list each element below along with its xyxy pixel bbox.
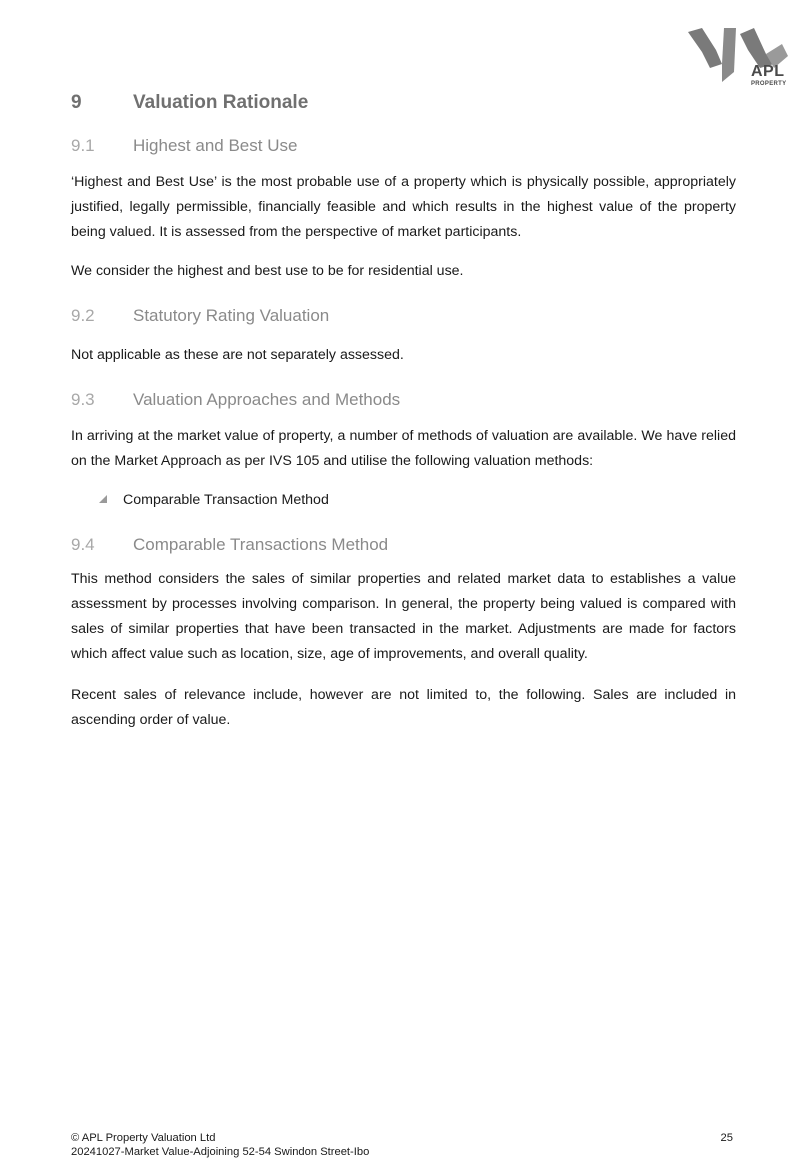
- subsection-heading-9-2: [71, 306, 329, 326]
- paragraph-highest-best-use-definition: ‘Highest and Best Use’ is the most probable use of a property which is physically possible, appropriately justified, legally permissible, financially feasible and which results in the highest value of the property being valued. It is assessed from the perspective of market participants.: [71, 174, 736, 240]
- paragraph-statutory-rating: Not applicable as these are not separately assessed.: [71, 347, 404, 363]
- subsection-heading-9-1: [71, 136, 297, 156]
- subsection-number: 9.3: [71, 390, 95, 409]
- subsection-number: 9.4: [71, 535, 95, 554]
- list-item-text: Comparable Transaction Method: [123, 492, 329, 508]
- subsection-heading-9-3: [71, 390, 400, 410]
- logo-sub: PROPERTY: [751, 81, 787, 87]
- section-title: Valuation Rationale: [133, 92, 309, 113]
- logo-wordmark: [751, 64, 791, 88]
- paragraph-valuation-approaches: In arriving at the market value of property, a number of methods of valuation are available. We have relied on the Market Approach as per IVS 105 and utilise the following valuation methods:: [71, 428, 736, 469]
- paragraph-comparable-method: This method considers the sales of similar properties and related market data to establishes a value assessment by processes involving comparison. In general, the property being valued is compared with sales of similar properties that have been transacted in the market. Adjustments are made for factors which affect value such as location, size, age of improvements, and overall quality.: [71, 571, 736, 662]
- subsection-number: 9.1: [71, 136, 95, 155]
- subsection-heading-9-4: [71, 535, 388, 555]
- list-item: [99, 490, 329, 510]
- subsection-title: Statutory Rating Valuation: [133, 306, 330, 325]
- section-number: 9: [71, 92, 82, 113]
- subsection-title: Comparable Transactions Method: [133, 535, 389, 554]
- subsection-title: Highest and Best Use: [133, 136, 298, 155]
- section-heading: [71, 92, 308, 114]
- page-number: 25: [720, 1132, 733, 1144]
- paragraph-highest-best-use-conclusion: We consider the highest and best use to be for residential use.: [71, 263, 464, 279]
- bullet-triangle-icon: [99, 495, 107, 503]
- paragraph-recent-sales: Recent sales of relevance include, however are not limited to, the following. Sales are included in ascending order of value.: [71, 687, 736, 728]
- subsection-title: Valuation Approaches and Methods: [133, 390, 401, 409]
- footer-document-name: 20241027-Market Value-Adjoining 52-54 Swindon Street-Ibo: [71, 1146, 370, 1158]
- footer-copyright: © APL Property Valuation Ltd: [71, 1132, 216, 1144]
- logo-brand: APL: [751, 63, 785, 80]
- page-footer: [71, 1131, 736, 1159]
- subsection-number: 9.2: [71, 306, 95, 325]
